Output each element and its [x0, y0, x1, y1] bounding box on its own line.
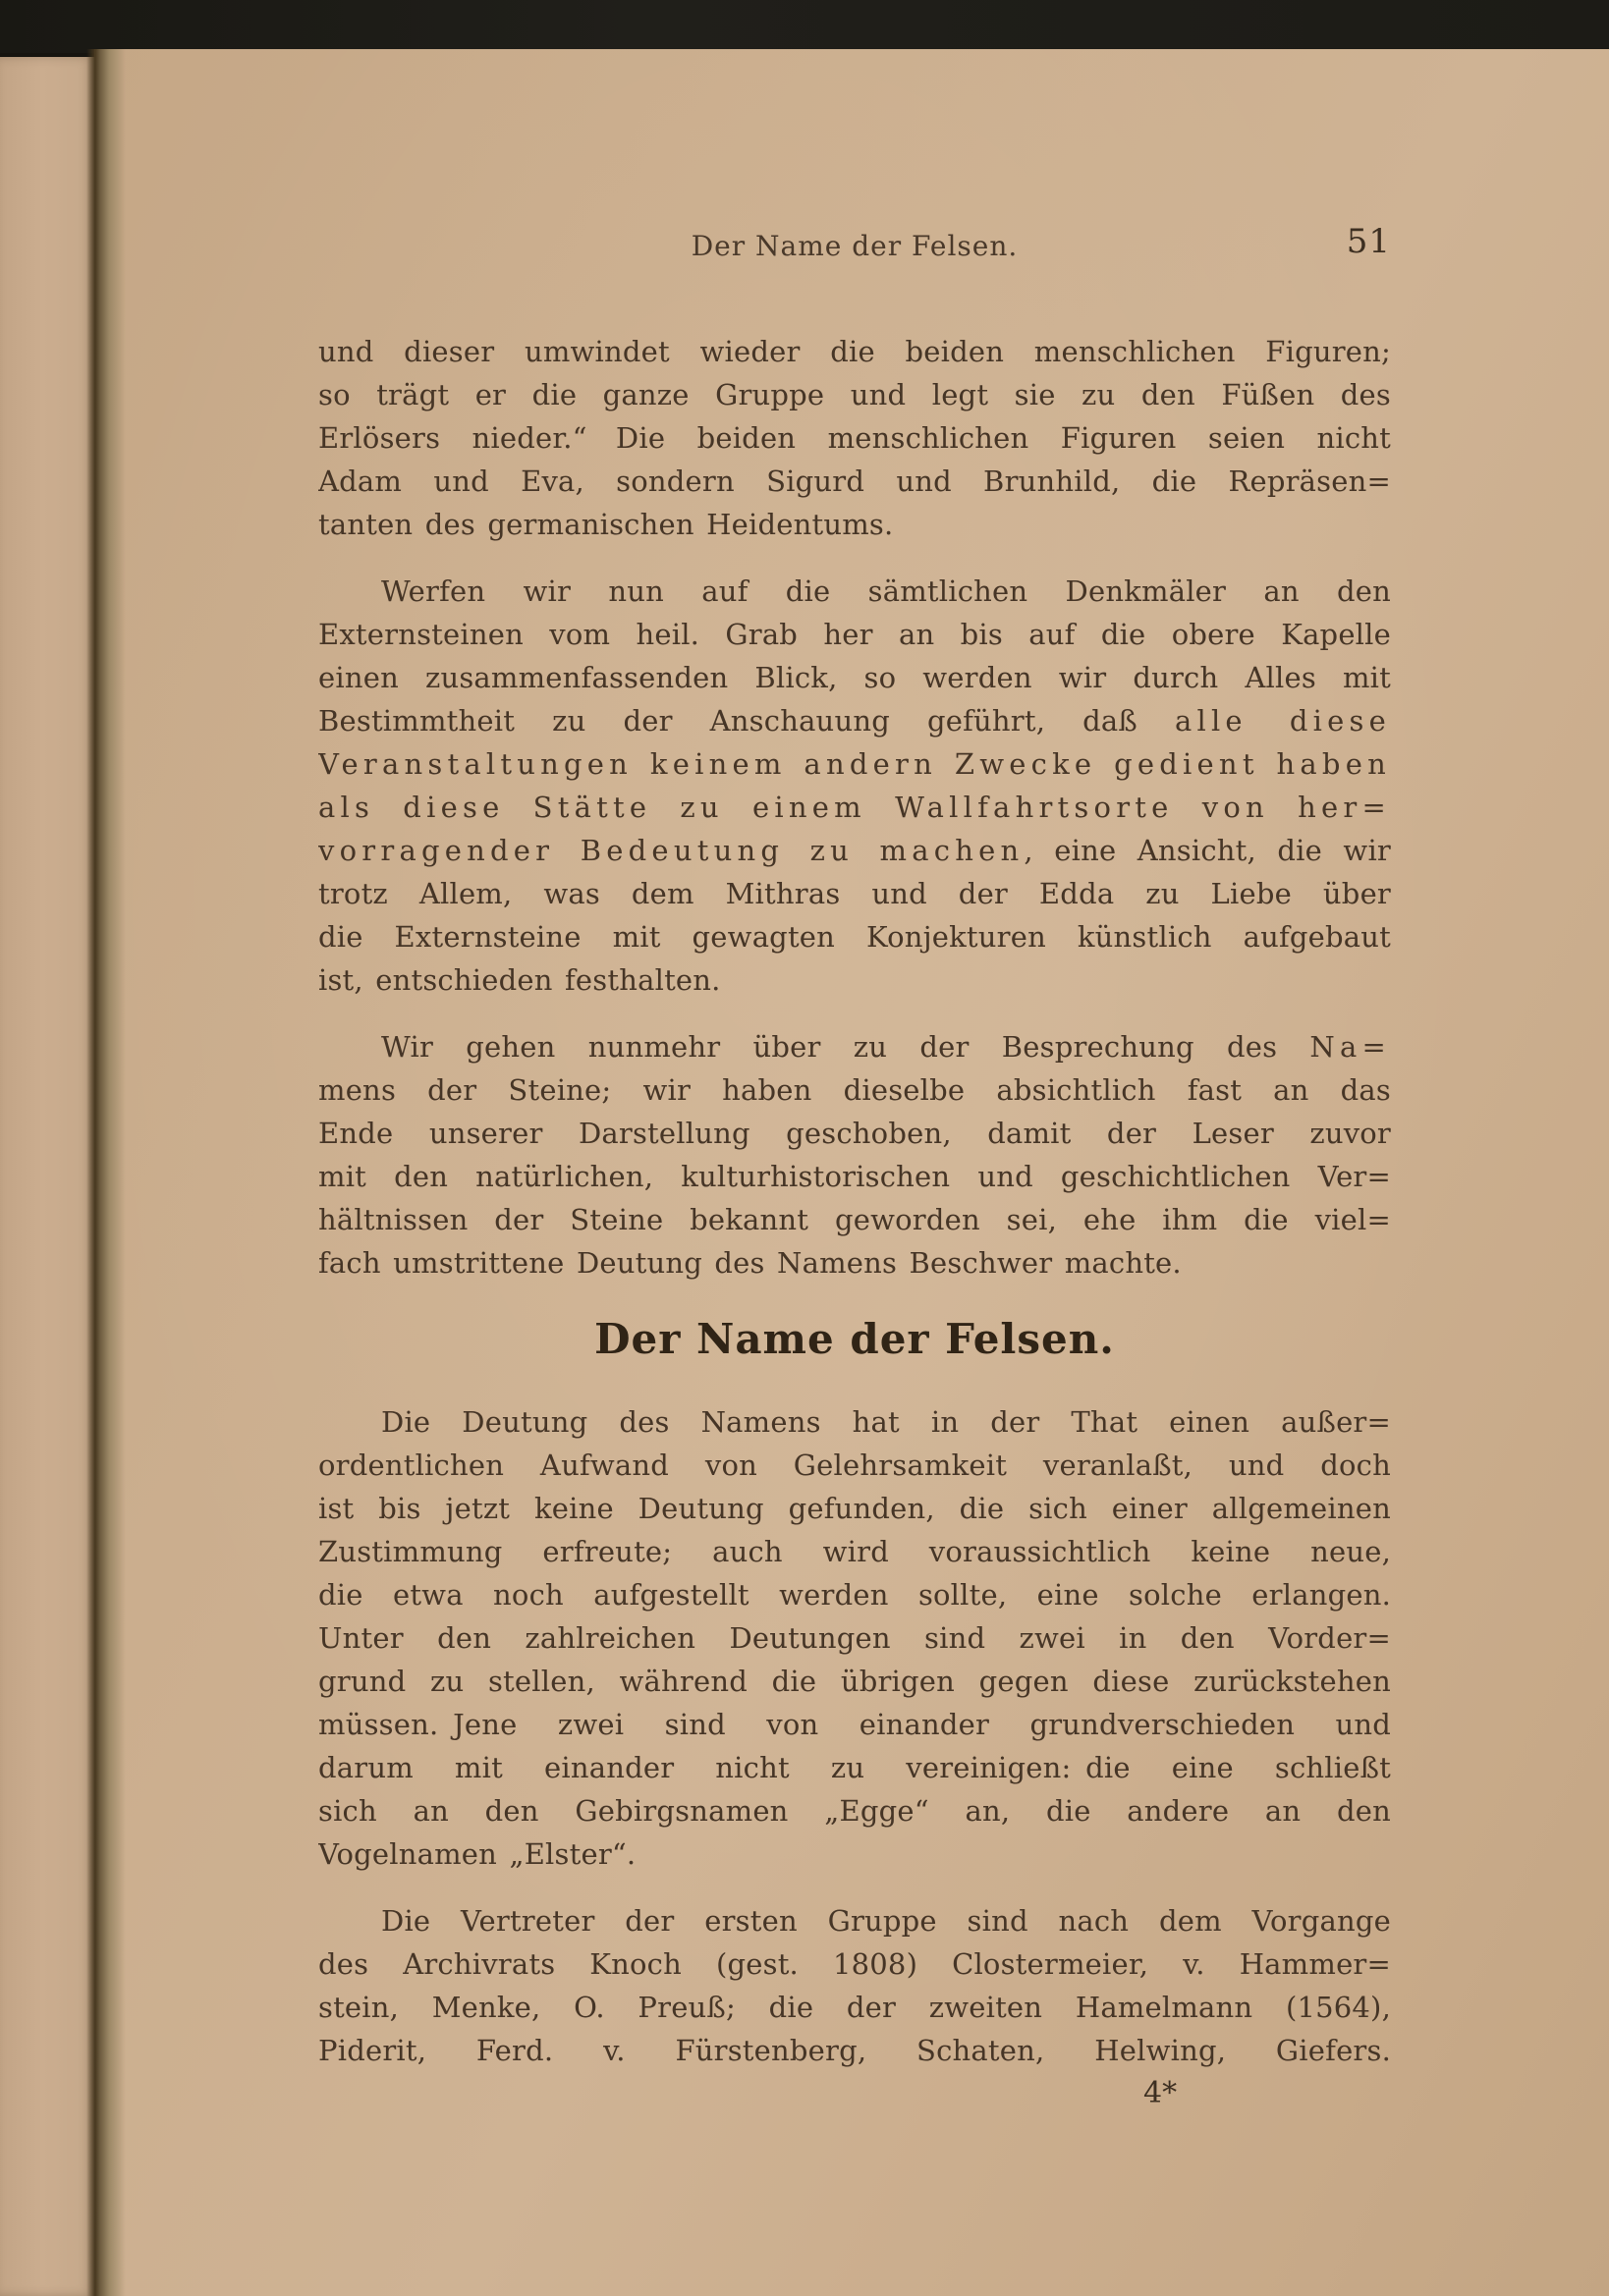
signature-mark: 4* [1143, 2076, 1178, 2110]
emphasized-text: alle diese [1174, 704, 1391, 738]
photo-background [0, 0, 1609, 53]
text-segment: des Archivrats Knoch (gest. 1808) Clostermeier, v. Hammer= [318, 1947, 1391, 1981]
text-line [318, 1241, 1391, 1285]
text-line [318, 416, 1391, 460]
text-line [318, 330, 1391, 373]
text-segment: Werfen wir nun auf die sämtlichen Denkmäler an den [381, 574, 1391, 608]
text-segment: Wir gehen nunmehr über zu der Besprechung des [381, 1030, 1310, 1064]
text-line [318, 1616, 1391, 1660]
text-segment: Die Deutung des Namens hat in der That einen außer= [381, 1405, 1391, 1439]
text-segment: mens der Steine; wir haben dieselbe absichtlich fast an das [318, 1073, 1391, 1107]
text-line [318, 1986, 1391, 2029]
paragraph [318, 1025, 1391, 1285]
text-line [318, 1068, 1391, 1112]
text-line [318, 1660, 1391, 1703]
text-segment: tanten des germanischen Heidentums. [318, 508, 894, 541]
text-line [318, 1530, 1391, 1573]
text-line [318, 1112, 1391, 1155]
text-segment: Adam und Eva, sondern Sigurd und Brunhild, die Repräsen= [318, 465, 1391, 498]
section-heading: Der Name der Felsen. [594, 1315, 1115, 1363]
text-line [318, 1789, 1391, 1832]
text-segment: , eine Ansicht, die wir [1024, 834, 1391, 867]
text-segment: Ende unserer Darstellung geschoben, damit der Leser zuvor [318, 1117, 1391, 1150]
text-segment: Bestimmtheit zu der Anschauung geführt, daß [318, 704, 1175, 738]
text-line [318, 699, 1391, 742]
text-segment: die Externsteine mit gewagten Konjekturen künstlich aufgebaut [318, 920, 1391, 954]
page-gutter-shadow [86, 49, 126, 2296]
text-segment: einen zusammenfassenden Blick, so werden wir durch Alles mit [318, 661, 1391, 694]
text-segment: stein, Menke, O. Preuß; die der zweiten Hamelmann (1564), [318, 1991, 1391, 2024]
text-line [318, 1703, 1391, 1746]
text-segment: Erlösers nieder.“ Die beiden menschlichen Figuren seien nicht [318, 421, 1391, 455]
paragraph [318, 330, 1391, 546]
emphasized-text: als diese Stätte zu einem Wallfahrtsorte von her= [318, 791, 1391, 824]
text-line [318, 958, 1391, 1002]
text-line [318, 1899, 1391, 1942]
text-segment: Piderit, Ferd. v. Fürstenberg, Schaten, Helwing, Giefers. [318, 2034, 1391, 2067]
text-line [318, 1155, 1391, 1198]
book-page-edge [0, 57, 94, 2296]
text-segment: fach umstrittene Deutung des Namens Beschwer machte. [318, 1246, 1182, 1280]
text-line [318, 742, 1391, 786]
text-line [318, 1198, 1391, 1241]
text-line [318, 613, 1391, 656]
text-line [318, 570, 1391, 613]
text-segment: Vogelnamen „Elster“. [318, 1837, 637, 1871]
text-line [318, 1746, 1391, 1789]
text-segment: Unter den zahlreichen Deutungen sind zwei in den Vorder= [318, 1621, 1391, 1655]
text-line [318, 786, 1391, 829]
text-segment: ist, entschieden festhalten. [318, 963, 721, 997]
text-line [318, 915, 1391, 958]
text-line [318, 503, 1391, 546]
emphasized-text: Veranstaltungen keinem andern Zwecke gedient haben [318, 747, 1391, 781]
text-line [318, 872, 1391, 915]
running-head-title: Der Name der Felsen. [691, 230, 1019, 262]
text-line [318, 2029, 1391, 2072]
text-segment: Die Vertreter der ersten Gruppe sind nach dem Vorgange [381, 1904, 1391, 1938]
text-segment: so trägt er die ganze Gruppe und legt sie zu den Füßen des [318, 378, 1391, 411]
text-line [318, 1832, 1391, 1876]
text-segment: ordentlichen Aufwand von Gelehrsamkeit veranlaßt, und doch [318, 1449, 1391, 1482]
emphasized-text: Na= [1309, 1030, 1391, 1064]
text-line [318, 1025, 1391, 1068]
paragraph [318, 1899, 1391, 2072]
text-line [318, 1942, 1391, 1986]
text-segment: die etwa noch aufgestellt werden sollte, eine solche erlangen. [318, 1578, 1391, 1612]
paragraph [318, 570, 1391, 1002]
text-segment: sich an den Gebirgsnamen „Egge“ an, die andere an den [318, 1794, 1391, 1828]
emphasized-text: vorragender Bedeutung zu machen [318, 834, 1025, 867]
text-line [318, 1573, 1391, 1616]
text-line [318, 1400, 1391, 1444]
text-segment: mit den natürlichen, kulturhistorischen und geschichtlichen Ver= [318, 1160, 1391, 1193]
book-page [94, 49, 1609, 2296]
text-segment: darum mit einander nicht zu vereinigen: die eine schließt [318, 1751, 1391, 1784]
text-segment: trotz Allem, was dem Mithras und der Edda zu Liebe über [318, 877, 1391, 910]
running-header [318, 224, 1391, 269]
text-line [318, 1444, 1391, 1487]
body-text [318, 330, 1391, 2072]
text-segment: Zustimmung erfreute; auch wird voraussichtlich keine neue, [318, 1535, 1391, 1568]
text-line [318, 373, 1391, 416]
text-segment: ist bis jetzt keine Deutung gefunden, die sich einer allgemeinen [318, 1492, 1391, 1525]
paragraph [318, 1400, 1391, 1876]
text-line [318, 656, 1391, 699]
text-line [318, 460, 1391, 503]
text-segment: müssen. Jene zwei sind von einander grundverschieden und [318, 1708, 1391, 1741]
text-segment: grund zu stellen, während die übrigen gegen diese zurückstehen [318, 1665, 1391, 1698]
page-content [318, 224, 1391, 2110]
text-line [318, 1487, 1391, 1530]
text-segment: und dieser umwindet wieder die beiden menschlichen Figuren; [318, 335, 1391, 368]
text-segment: hältnissen der Steine bekannt geworden sei, ehe ihm die viel= [318, 1203, 1391, 1236]
text-line [318, 829, 1391, 872]
page-number: 51 [1346, 222, 1391, 261]
text-segment: Externsteinen vom heil. Grab her an bis auf die obere Kapelle [318, 618, 1391, 651]
